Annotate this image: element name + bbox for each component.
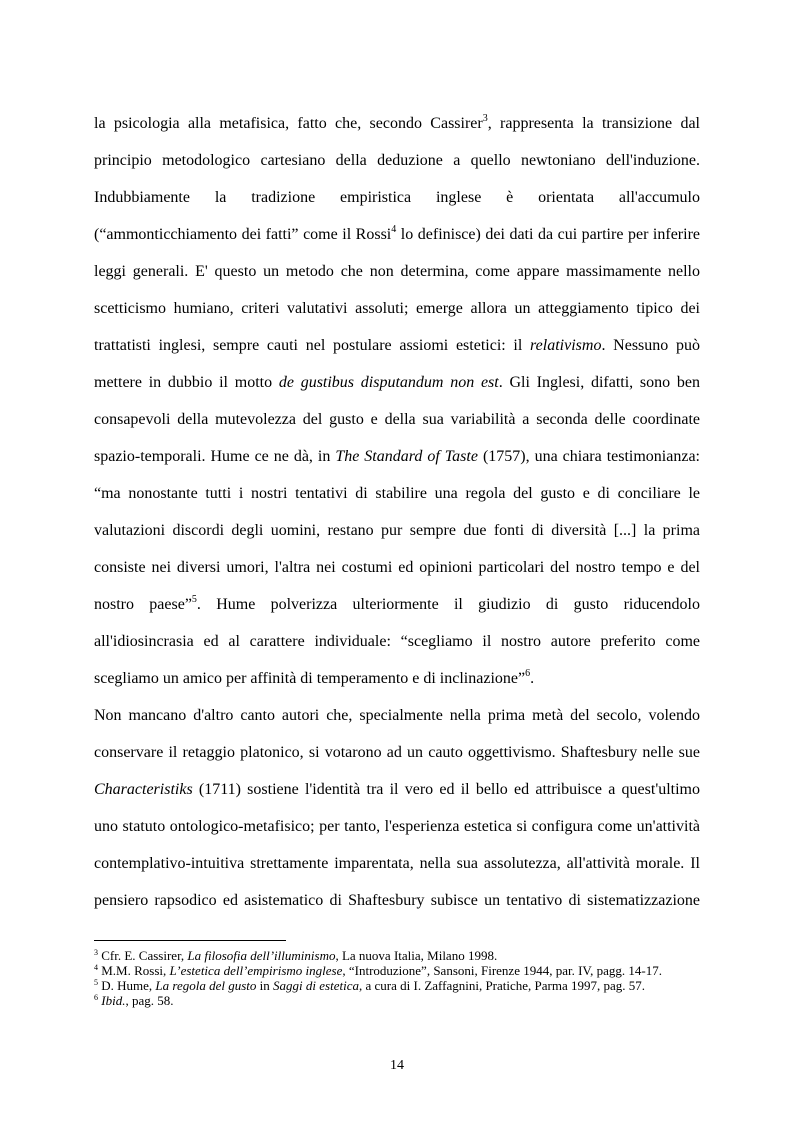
body-line-8 [94,373,700,393]
body-line-21 [94,854,700,874]
text-run: all'idiosincrasia ed al carattere individuale: “scegliamo il nostro autore preferito come [94,633,700,650]
text-run: Indubbiamente la tradizione empiristica inglese è orientata all'accumulo [94,189,700,206]
text-run: leggi generali. E' questo un metodo che non determina, come appare massimamente nello [94,263,700,280]
text-run: , a cura di I. Zaffagnini, Pratiche, Parma 1997, pag. 57. [358,978,646,993]
italic-title: L’estetica dell’empirismo inglese [169,963,343,978]
text-run: D. Hume, [98,978,156,993]
text-run: principio metodologico cartesiano della deduzione a quello newtoniano dell'induzione. [94,152,700,169]
text-run: valutazioni discordi degli uomini, restano pur sempre due fonti di diversità [...] la prima [94,522,700,539]
footnote-6 [94,993,714,1008]
page-number: 14 [390,1058,404,1073]
body-line-14 [94,595,700,615]
footnote-4 [94,963,714,978]
footnote-number: 4 [94,963,98,972]
text-run: , pag. 58. [125,993,174,1008]
text-run: nostro paese” [94,596,192,613]
text-run: pensiero rapsodico ed asistematico di Shaftesbury subisce un tentativo di sistematizzazione [94,892,700,909]
body-line-11 [94,484,700,504]
italic-title: Characteristiks [94,781,193,798]
text-run: la psicologia alla metafisica, fatto che, secondo Cassirer [94,115,483,132]
text-run: , rappresenta la transizione dal [487,115,700,132]
text-run: consiste nei diversi umori, l'altra nei costumi ed opinioni particolari del nostro tempo e del [94,559,700,576]
italic-title: Saggi di estetica [273,978,359,993]
italic-term: relativismo [530,337,602,354]
text-run: (1757), una chiara testimonianza: [477,448,701,465]
footnote-number: 5 [94,978,98,987]
body-line-9 [94,410,700,430]
text-run: contemplativo-intuitiva strettamente imparentata, nella sua assolutezza, all'attività morale. Il [94,855,700,872]
text-run: scegliamo un amico per affinità di temperamento e di inclinazione” [94,670,526,687]
body-line-17 [94,706,700,726]
body-line-2 [94,151,700,171]
text-run: M.M. Rossi, [98,963,170,978]
text-run: . Nessuno può [601,337,700,354]
italic-title: La filosofia dell’illuminismo [187,948,336,963]
text-run: “ma nonostante tutti i nostri tentativi di stabilire una regola del gusto e di conciliare le [94,485,700,502]
footnote-separator [94,940,286,941]
text-run: trattatisti inglesi, sempre cauti nel postulare assiomi estetici: il [94,337,531,354]
body-line-6 [94,299,700,319]
body-line-15 [94,632,700,652]
body-line-20 [94,817,700,837]
text-run: in [256,978,274,993]
body-line-19 [94,780,700,800]
italic-term: Ibid. [101,993,126,1008]
footnote-5 [94,978,714,993]
body-line-10 [94,447,700,467]
body-line-18 [94,743,700,763]
text-run: Non mancano d'altro canto autori che, specialmente nella prima metà del secolo, volendo [94,707,700,724]
footnote-number: 3 [94,948,98,957]
body-line-16 [94,669,700,689]
italic-title: The Standard of Taste [335,448,478,465]
body-line-7 [94,336,700,356]
text-run: Cfr. E. Cassirer, [98,948,188,963]
body-line-1 [94,114,700,134]
body-line-13 [94,558,700,578]
footnote-ref-6[interactable]: 6 [525,668,531,679]
text-run: spazio-temporali. Hume ce ne dà, in [94,448,336,465]
text-run: . Gli Inglesi, difatti, sono ben [498,374,701,391]
text-run: , La nuova Italia, Milano 1998. [335,948,498,963]
footnote-ref-5[interactable]: 5 [191,594,197,605]
text-run: . [530,670,535,687]
footnote-number: 6 [94,993,98,1002]
text-run: (“ammonticchiamento dei fatti” come il Rossi [94,226,392,243]
text-run: consapevoli della mutevolezza del gusto e della sua variabilità a seconda delle coordinate [94,411,700,428]
text-run: conservare il retaggio platonico, si votarono ad un cauto oggettivismo. Shaftesbury nelle sue [94,744,700,761]
italic-term: de gustibus disputandum non est [278,374,499,391]
body-line-5 [94,262,700,282]
text-run: (1711) sostiene l'identità tra il vero ed il bello ed attribuisce a quest'ultimo [192,781,700,798]
body-line-12 [94,521,700,541]
body-line-4 [94,225,700,245]
text-run: scetticismo humiano, criteri valutativi assoluti; emerge allora un atteggiamento tipico dei [94,300,700,317]
text-run: , “Introduzione”, Sansoni, Firenze 1944, par. IV, pagg. 14-17. [342,963,662,978]
footnote-ref-4[interactable]: 4 [391,224,397,235]
text-run: . Hume polverizza ulteriormente il giudizio di gusto riducendolo [196,596,700,613]
text-run: lo definisce) dei dati da cui partire per inferire [396,226,701,243]
body-line-3 [94,188,700,208]
italic-title: La regola del gusto [155,978,257,993]
body-line-22 [94,891,700,911]
text-run: mettere in dubbio il motto [94,374,279,391]
footnote-3 [94,948,714,963]
text-run: uno statuto ontologico-metafisico; per tanto, l'esperienza estetica si configura come un'attività [94,818,700,835]
footnote-ref-3[interactable]: 3 [482,113,488,124]
